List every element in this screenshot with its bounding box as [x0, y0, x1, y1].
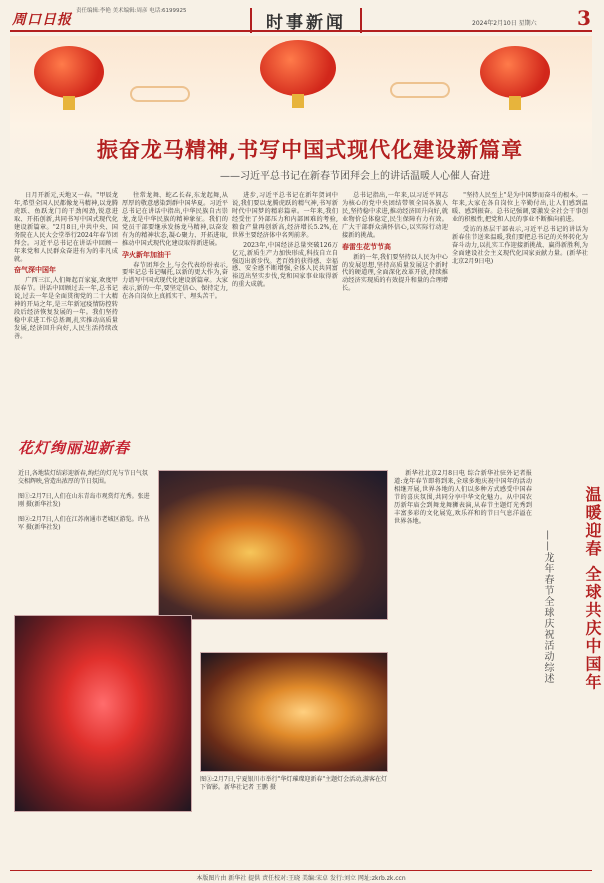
article-column-2 — [122, 192, 228, 432]
caption-text: 图②:2月7日,人们在江苏南通市老城区游览。许丛军 摄(新华社发) — [18, 515, 150, 531]
paragraph: 春节团拜会上,与会代表纷纷表示,要牢记总书记嘱托,以新的更大作为,奋力谱写中国式现代化建设新篇章。大家表示,新的一年,要坚定信心、保持定力,在各自岗位上真抓实干、埋头苦干。 — [122, 261, 228, 301]
article-column-5 — [452, 192, 588, 432]
paragraph: 受访的基层干部表示,习近平总书记的讲话为新春佳节送来温暖,我们要把总书记的关怀转化为奋斗动力,以扎实工作迎接新挑战、赢得新胜利,为全面建设社会主义现代化国家贡献力量。(新华社北京2月9日电) — [452, 225, 588, 265]
issue-date: 2024年2月10日 星期六 — [472, 20, 537, 27]
article-column-1 — [14, 192, 118, 432]
main-headline: 振奋龙马精神,书写中国式现代化建设新篇章 — [96, 137, 524, 162]
headline-banner — [10, 36, 592, 184]
lantern-icon — [34, 46, 104, 98]
paragraph: 广西三江,人们舞起百家宴,欢度甲辰春节。讲话中回顾过去一年,总书记说,过去一年是全面贯彻党的二十大精神的开局之年,是三年新冠疫情防控转段后经济恢复发展的一年。我们坚持稳中求进工作总基调,扎实推动高质量发展,经济回升向好,人民生活持续改善。 — [14, 277, 118, 340]
section-subheading: 春雷生花节节高 — [342, 241, 391, 251]
masthead — [10, 6, 592, 32]
side-story-title: 温暖迎春 全球共庆中国年 — [583, 486, 602, 692]
paragraph: 进步,习近平总书记在新年贺词中说,我们要以龙腾虎跃的精气神,书写新时代中国梦的精彩篇章。一年来,我们经受住了外部压力和内部困难的考验,粮食产量再创新高,经济增长5.2%,在世界主要经济体中名列前茅。 — [232, 192, 338, 239]
lantern-festival-photo — [14, 615, 192, 812]
lantern-street-photo — [200, 652, 388, 772]
paragraph: 日月开新元,天地又一春。"甲辰龙年,希望全国人民都像龙马精神,以龙腾虎跃、鱼跃龙门的干劲闯劲,锐意进取、开拓创新,共同书写中国式现代化建设新篇章。"2月8日,中共中央、国务院在人民大会堂举行2024年春节团拜会。习近平总书记在讲话中回顾一年来党和人民群众奋进有为的非凡成就。 — [14, 192, 118, 263]
side-story-subtitle: ——龙年春节全球庆祝活动综述 — [542, 530, 553, 684]
section-subheading: 孕火新年加油干 — [122, 249, 171, 259]
article-column-3 — [232, 192, 338, 432]
paragraph: 总书记指出,一年来,以习近平同志为核心的党中央团结带领全国各族人民,坚持稳中求进,推动经济回升向好,就业物价总体稳定,民生保障有力有效。广大干部群众满怀信心,以实际行动迎接新的挑战。 — [342, 192, 448, 239]
page-number: 3 — [577, 6, 591, 30]
paragraph: 2023年,中国经济总量突破126万亿元,新质生产力加快形成,科技自立自强迈出新步伐。老百姓的获得感、幸福感、安全感不断增强,全体人民共同富裕迈出坚实步伐,党和国家事业取得新的重大成就。 — [232, 241, 338, 289]
section-subheading: 奋气深中国年 — [14, 265, 56, 275]
article-column-4 — [342, 192, 448, 432]
side-story-body: 新华社北京2月8日电 综合新华社驻外记者报道:龙年春节即将到来,全球多地庆祝中国年的活动相继开展,世界各地的人们以多种方式感受中国春节的喜庆氛围,共同分享中华文化魅力。从中国农历新年庙会到舞龙舞狮表演,从春节主题灯光秀到丰富多彩的文化展览,欢乐祥和的节日气息洋溢在世界各地。 — [394, 470, 532, 525]
newspaper-logo: 周口日报 — [12, 12, 72, 28]
section-title: 时事新闻 — [250, 8, 362, 33]
photo-caption: 图③:2月7日,宁夏银川市举行"华灯璀璨迎新春"主题灯会活动,游客在灯下留影。新华社记者 王鹏 摄 — [200, 776, 387, 792]
editor-credits: 责任编辑:李艳 美术编辑:周彦 电话:6199925 — [76, 8, 187, 14]
feature-caption — [18, 470, 150, 532]
caption-text: 图①:2月7日,人们在山东青岛市观赏灯光秀。张进刚 摄(新华社发) — [18, 492, 150, 509]
cloud-ornament — [130, 86, 190, 102]
caption-text: 近日,各地装灯结彩迎新春,绚烂的灯光与节日气氛交相辉映,营造出浓厚的节日氛围。 — [18, 470, 148, 486]
cloud-ornament — [390, 82, 450, 98]
main-subheadline: ——习近平总书记在新春节团拜会上的讲话温暖人心催人奋进 — [220, 171, 490, 182]
dragon-lantern-photo — [158, 470, 388, 620]
paragraph: "坚持人民至上"是为中国梦而奋斗的根本。一年来,大家在各自岗位上辛勤付出,让人们感到温暖、感到振奋。总书记强调,要激发全社会干事创业的积极性,把党和人民的事业不断推向前进。 — [452, 192, 588, 223]
lantern-icon — [260, 40, 336, 96]
paragraph: 往常龙舞、蛇乙长春,东龙起舞,从厚厚的敬意感染到群中国华夏。习近平总书记在讲话中指出,中华民族自古崇龙,龙是中华民族的精神象征。我们的党员干部要继承发扬龙马精神,以奋发有为的精神状态,凝心聚力、开拓进取,推动中国式现代化建设取得新进展。 — [122, 192, 228, 247]
lantern-icon — [480, 46, 550, 98]
page-footer: 本版图片由 新华社 提供 责任校对:王晓 美编:宋卓 发行:刘立 网址:zkrb.zk.ccn — [10, 870, 592, 882]
paragraph: 新的一年,我们要坚持以人民为中心的发展思想,坚持高质量发展这个新时代的硬道理,全面深化改革开放,持续推动经济实现质的有效提升和量的合理增长。 — [342, 253, 448, 293]
feature-title: 花灯绚丽迎新春 — [18, 439, 131, 457]
